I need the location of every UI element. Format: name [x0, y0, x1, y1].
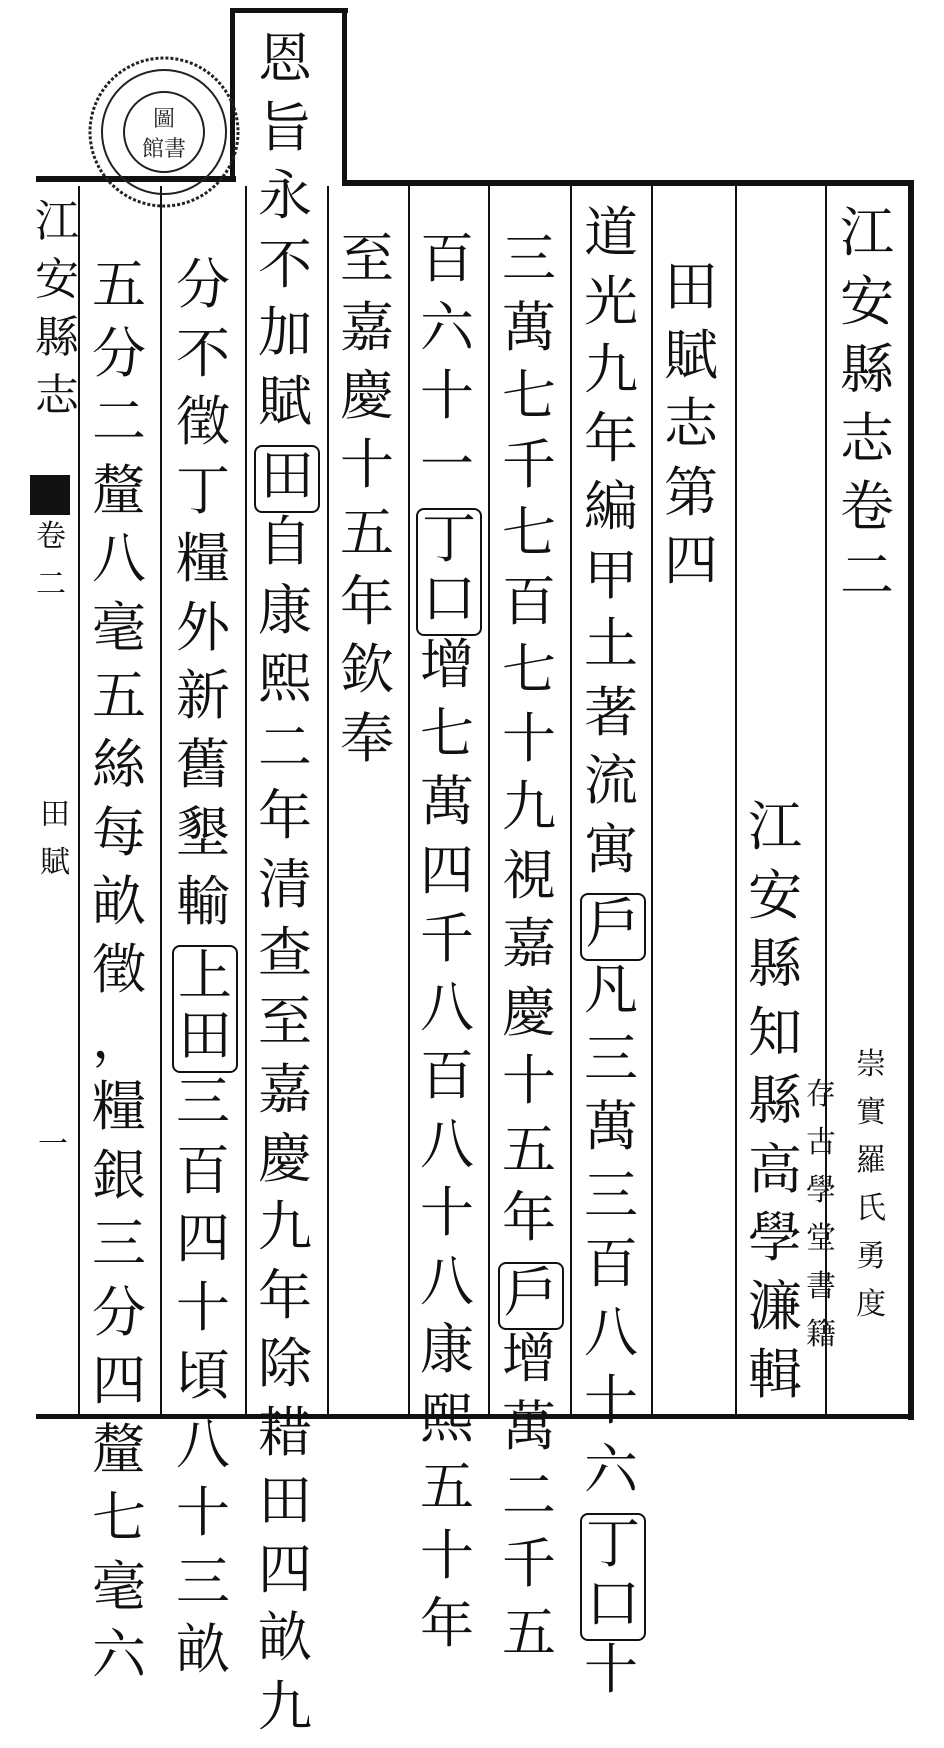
glyph: 志 — [836, 412, 898, 481]
glyph: 流 — [580, 754, 642, 823]
glyph: 第 — [660, 466, 722, 535]
glyph: 八 — [88, 532, 150, 601]
boxed-annotation — [172, 945, 238, 1073]
glyph: 查 — [254, 926, 316, 995]
glyph: 糧 — [88, 1080, 150, 1149]
glyph: 嘉 — [336, 301, 398, 370]
glyph: 年 — [416, 1597, 478, 1666]
glyph: 年 — [254, 789, 316, 858]
glyph: 二 — [498, 1469, 560, 1538]
glyph: 田 — [660, 260, 722, 329]
fishtail-mark — [30, 475, 70, 515]
glyph: 籍 — [790, 1320, 852, 1368]
glyph: 千 — [416, 912, 478, 981]
glyph: 頃 — [172, 1349, 234, 1418]
right-border — [908, 180, 914, 1420]
glyph: 編 — [580, 480, 642, 549]
glyph: 絲 — [88, 738, 150, 807]
glyph: 分 — [88, 327, 150, 396]
glyph: 百 — [416, 232, 478, 301]
glyph: 十 — [416, 1186, 478, 1255]
glyph: 志 — [26, 374, 88, 432]
glyph: 四 — [88, 1354, 150, 1423]
glyph: 五 — [416, 1460, 478, 1529]
glyph: 外 — [172, 601, 234, 670]
glyph: 堂 — [790, 1224, 852, 1272]
glyph: 每 — [88, 806, 150, 875]
library-seal-stamp — [84, 52, 244, 212]
glyph: 二 — [254, 721, 316, 790]
boxed-glyph: 口 — [418, 572, 480, 632]
glyph: 五 — [498, 1123, 560, 1192]
glyph: 勇 — [840, 1242, 902, 1290]
margin-page-number — [22, 1130, 84, 1178]
glyph: 六 — [88, 1628, 150, 1697]
glyph: 年 — [336, 575, 398, 644]
glyph: 至 — [336, 232, 398, 301]
glyph: 古 — [790, 1128, 852, 1176]
glyph: 寓 — [580, 823, 642, 892]
glyph: 十 — [336, 438, 398, 507]
text-column-1 — [580, 206, 646, 1712]
glyph: 八 — [580, 1306, 642, 1375]
glyph: 十 — [416, 1529, 478, 1598]
glyph: 分 — [172, 258, 234, 327]
glyph: 新 — [172, 669, 234, 738]
glyph: 嘉 — [254, 1063, 316, 1132]
glyph: 七 — [416, 707, 478, 776]
glyph: 十 — [580, 1374, 642, 1443]
glyph: 志 — [660, 397, 722, 466]
glyph: 畝 — [172, 1623, 234, 1692]
glyph: 年 — [254, 1269, 316, 1338]
glyph: 九 — [498, 780, 560, 849]
glyph: 二 — [88, 395, 150, 464]
raised-frame-right — [342, 8, 347, 186]
glyph: 慶 — [254, 1132, 316, 1201]
glyph: 旨 — [254, 101, 316, 170]
glyph: 慶 — [336, 369, 398, 438]
boxed-annotation — [580, 893, 646, 961]
glyph: 二 — [836, 549, 898, 618]
glyph: 四 — [172, 1212, 234, 1281]
glyph: 三 — [172, 1075, 234, 1144]
glyph: 畝 — [254, 1611, 316, 1680]
column-divider — [735, 186, 737, 1414]
glyph: 三 — [580, 1032, 642, 1101]
glyph: 度 — [840, 1290, 902, 1338]
boxed-annotation — [416, 508, 482, 636]
glyph: 徵 — [172, 395, 234, 464]
column-divider — [488, 186, 490, 1414]
glyph: 五 — [88, 669, 150, 738]
boxed-glyph: 戶 — [582, 897, 644, 957]
glyph: 學 — [790, 1176, 852, 1224]
glyph: 百 — [498, 575, 560, 644]
glyph: 江 — [836, 206, 898, 275]
glyph: 至 — [254, 995, 316, 1064]
glyph: 八 — [172, 1418, 234, 1487]
glyph: 三 — [498, 232, 560, 301]
chapter-title — [660, 260, 722, 603]
glyph: 七 — [88, 1491, 150, 1560]
glyph: 分 — [88, 1286, 150, 1355]
boxed-glyph: 丁 — [418, 512, 480, 572]
glyph: 安 — [26, 258, 88, 316]
glyph: 奉 — [336, 712, 398, 781]
collector-stamp-line2 — [790, 1080, 852, 1368]
glyph: 實 — [840, 1098, 902, 1146]
glyph: 八 — [416, 1118, 478, 1187]
glyph: 安 — [744, 869, 806, 938]
glyph: 光 — [580, 275, 642, 344]
glyph: 賦 — [24, 848, 86, 896]
column-divider — [245, 186, 247, 1414]
glyph: 丁 — [172, 464, 234, 533]
glyph: 萬 — [416, 775, 478, 844]
glyph: 銀 — [88, 1149, 150, 1218]
glyph: 十 — [172, 1486, 234, 1555]
glyph: 不 — [254, 238, 316, 307]
column-divider — [408, 186, 410, 1414]
glyph: 百 — [172, 1144, 234, 1213]
text-column-6 — [172, 258, 238, 1692]
glyph: 縣 — [744, 937, 806, 1006]
glyph: 存 — [790, 1080, 852, 1128]
boxed-glyph: 丁 — [582, 1517, 644, 1577]
column-divider — [570, 186, 572, 1414]
glyph: 增 — [498, 1332, 560, 1401]
glyph: 六 — [580, 1443, 642, 1512]
glyph: 卷 — [836, 480, 898, 549]
glyph: 三 — [580, 1169, 642, 1238]
glyph: 輸 — [172, 875, 234, 944]
glyph: 萬 — [498, 1400, 560, 1469]
glyph: 甲 — [580, 549, 642, 618]
glyph: 十 — [416, 369, 478, 438]
glyph: 糧 — [172, 532, 234, 601]
seal-center-glyph: 圖 — [153, 107, 175, 132]
glyph: 康 — [254, 584, 316, 653]
boxed-annotation — [254, 445, 320, 513]
glyph: 九 — [580, 343, 642, 412]
glyph: 道 — [580, 206, 642, 275]
glyph: 知 — [744, 1006, 806, 1075]
text-column-3 — [416, 232, 482, 1666]
glyph: 永 — [254, 169, 316, 238]
glyph: 畝 — [88, 875, 150, 944]
glyph: 慶 — [498, 986, 560, 1055]
glyph: 嘉 — [498, 917, 560, 986]
glyph: 田 — [24, 800, 86, 848]
glyph: 田 — [254, 1474, 316, 1543]
glyph: 二 — [20, 570, 82, 618]
glyph: 欽 — [336, 643, 398, 712]
margin-book-title — [26, 200, 88, 432]
glyph: 羅 — [840, 1146, 902, 1194]
glyph: 縣 — [836, 343, 898, 412]
glyph: 三 — [88, 1217, 150, 1286]
glyph: 濂 — [744, 1280, 806, 1349]
glyph: 八 — [416, 1255, 478, 1324]
glyph: 卷 — [20, 522, 82, 570]
book-title — [836, 206, 898, 617]
glyph: 百 — [416, 1049, 478, 1118]
column-divider — [160, 186, 162, 1414]
glyph: 恩 — [254, 32, 316, 101]
glyph: 除 — [254, 1337, 316, 1406]
glyph: 八 — [416, 981, 478, 1050]
text-column-7 — [88, 258, 150, 1697]
glyph: 一 — [416, 438, 478, 507]
glyph: 五 — [336, 506, 398, 575]
glyph: 土 — [580, 617, 642, 686]
glyph: 著 — [580, 686, 642, 755]
glyph: 輯 — [744, 1348, 806, 1417]
glyph: 七 — [498, 369, 560, 438]
glyph: 十 — [498, 712, 560, 781]
glyph: 七 — [498, 506, 560, 575]
glyph: 書 — [790, 1272, 852, 1320]
glyph: 千 — [498, 1537, 560, 1606]
glyph: 氏 — [840, 1194, 902, 1242]
glyph: 九 — [254, 1680, 316, 1748]
glyph: 熙 — [254, 652, 316, 721]
glyph: 耤 — [254, 1406, 316, 1475]
glyph: 江 — [744, 800, 806, 869]
glyph: 加 — [254, 306, 316, 375]
glyph: ， — [88, 1012, 150, 1081]
glyph: 萬 — [498, 301, 560, 370]
glyph: 自 — [254, 515, 316, 584]
glyph: 不 — [172, 327, 234, 396]
glyph: 年 — [498, 1191, 560, 1260]
glyph: 熙 — [416, 1392, 478, 1461]
glyph: 賦 — [660, 329, 722, 398]
glyph: 十 — [498, 1054, 560, 1123]
glyph: 舊 — [172, 738, 234, 807]
glyph: 增 — [416, 638, 478, 707]
boxed-glyph: 田 — [256, 449, 318, 509]
text-column-5 — [254, 32, 320, 1748]
text-column-4 — [336, 232, 398, 780]
glyph: 四 — [416, 844, 478, 913]
raised-frame-top — [230, 8, 348, 13]
glyph: 六 — [416, 301, 478, 370]
boxed-glyph: 戶 — [500, 1266, 562, 1326]
glyph: 墾 — [172, 806, 234, 875]
margin-section — [24, 800, 86, 896]
column-divider — [327, 186, 329, 1414]
glyph: 崇 — [840, 1050, 902, 1098]
glyph: 江 — [26, 200, 88, 258]
margin-volume — [20, 522, 82, 618]
glyph: 視 — [498, 849, 560, 918]
text-column-2 — [498, 232, 564, 1674]
seal-bottom-glyphs: 館書 — [142, 137, 186, 162]
glyph: 學 — [744, 1211, 806, 1280]
glyph: 千 — [498, 438, 560, 507]
glyph: 安 — [836, 275, 898, 344]
column-divider — [651, 186, 653, 1414]
glyph: 釐 — [88, 464, 150, 533]
boxed-glyph: 上 — [174, 949, 236, 1009]
glyph: 毫 — [88, 601, 150, 670]
glyph: 七 — [498, 643, 560, 712]
glyph: 康 — [416, 1323, 478, 1392]
glyph: 一 — [22, 1130, 84, 1178]
glyph: 年 — [580, 412, 642, 481]
glyph: 萬 — [580, 1100, 642, 1169]
glyph: 五 — [88, 258, 150, 327]
glyph: 賦 — [254, 375, 316, 444]
glyph: 五 — [498, 1606, 560, 1675]
glyph: 縣 — [744, 1074, 806, 1143]
glyph: 四 — [660, 534, 722, 603]
glyph: 毫 — [88, 1560, 150, 1629]
glyph: 四 — [254, 1543, 316, 1612]
glyph: 徵 — [88, 943, 150, 1012]
glyph: 高 — [744, 1143, 806, 1212]
glyph: 三 — [172, 1555, 234, 1624]
boxed-glyph: 田 — [174, 1009, 236, 1069]
glyph: 百 — [580, 1237, 642, 1306]
boxed-glyph: 口 — [582, 1577, 644, 1637]
glyph: 十 — [580, 1643, 642, 1712]
top-border-right — [342, 180, 914, 186]
glyph: 釐 — [88, 1423, 150, 1492]
glyph: 凡 — [580, 963, 642, 1032]
glyph: 十 — [172, 1281, 234, 1350]
glyph: 清 — [254, 858, 316, 927]
glyph: 九 — [254, 1200, 316, 1269]
boxed-annotation — [498, 1262, 564, 1330]
glyph: 縣 — [26, 316, 88, 374]
boxed-annotation — [580, 1513, 646, 1641]
